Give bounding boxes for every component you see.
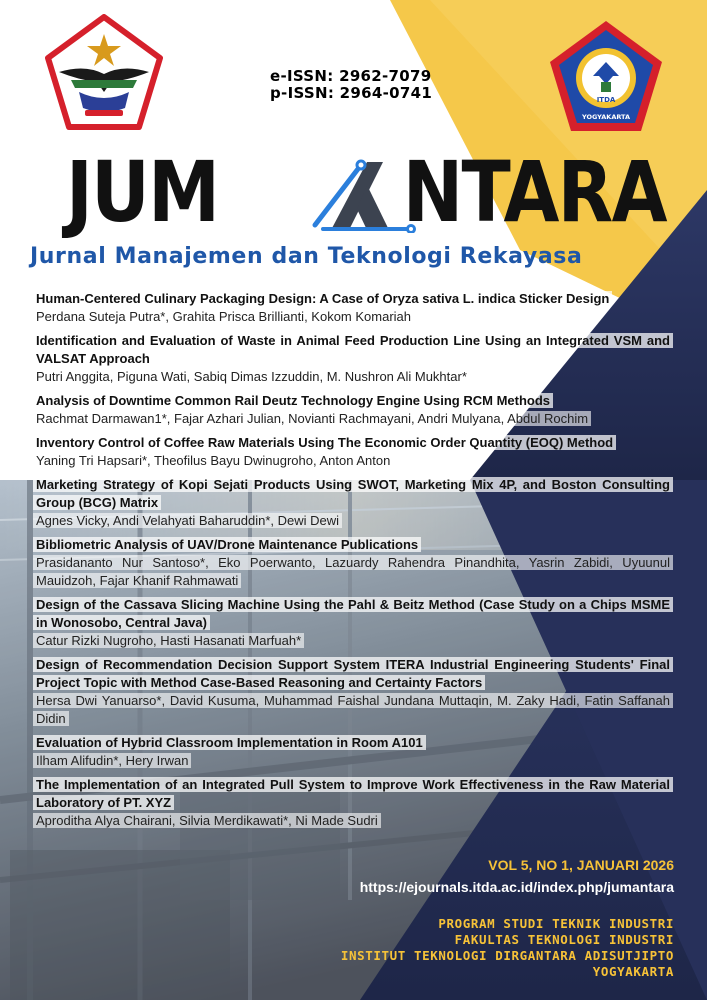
article-item [33, 332, 673, 386]
article-authors: Ilham Alifudin*, Hery Irwan [33, 753, 191, 768]
itda-emblem-center: ITDA [596, 96, 616, 104]
institution-line: PROGRAM STUDI TEKNIK INDUSTRI [438, 916, 674, 931]
article-title: Evaluation of Hybrid Classroom Implementation in Room A101 [33, 735, 426, 750]
article-title: Human-Centered Culinary Packaging Design: A Case of Oryza sativa L. indica Sticker Design [33, 291, 612, 306]
article-item [33, 776, 673, 830]
itda-emblem-bottom-text: YOGYAKARTA [581, 113, 631, 121]
article-authors: Prasidananto Nur Santoso*, Eko Poerwanto, Lazuardy Rahendra Pinandhita, Yasrin Zabidi, Uyuunul Mauidzoh, Fajar Khanif Rahmawati [33, 555, 673, 588]
institution-line: FAKULTAS TEKNOLOGI INDUSTRI [454, 932, 674, 947]
issn-block [270, 68, 432, 102]
institution-line: INSTITUT TEKNOLOGI DIRGANTARA ADISUTJIPTO [340, 948, 674, 963]
article-authors: Agnes Vicky, Andi Velahyati Baharuddin*, Dewi Dewi [33, 513, 342, 528]
article-title: Design of the Cassava Slicing Machine Using the Pahl & Beitz Method (Case Study on a Chips MSME in Wonosobo, Central Java) [33, 597, 673, 630]
air-force-emblem-icon [45, 14, 163, 132]
journal-subtitle: Jurnal Manajemen dan Teknologi Rekayasa [30, 244, 583, 269]
institution-block [341, 916, 674, 980]
journal-url-link[interactable]: https://ejournals.itda.ac.id/index.php/jumantara [359, 879, 674, 895]
article-authors: Rachmat Darmawan1*, Fajar Azhari Julian, Novianti Rachmayani, Andri Mulyana, Abdul Rochim [33, 411, 591, 426]
article-title: Marketing Strategy of Kopi Sejati Products Using SWOT, Marketing Mix 4P, and Boston Consulting Group (BCG) Matrix [33, 477, 673, 510]
journal-title-right: NTARA [403, 143, 666, 241]
journal-title [66, 145, 666, 240]
article-item [33, 536, 673, 590]
article-item [33, 596, 673, 650]
volume-issue: VOL 5, NO 1, JANUARI 2026 [488, 857, 674, 873]
article-authors: Catur Rizki Nugroho, Hasti Hasanati Marfuah* [33, 633, 304, 648]
article-title: Identification and Evaluation of Waste in Animal Feed Production Line Using an Integrated VSM and VALSAT Approach [33, 333, 673, 366]
journal-title-left: JUM [66, 143, 219, 241]
itda-emblem-icon [547, 18, 665, 136]
article-title: The Implementation of an Integrated Pull System to Improve Work Effectiveness in the Raw Material Laboratory of PT. XYZ [33, 777, 673, 810]
article-title: Bibliometric Analysis of UAV/Drone Maintenance Publications [33, 537, 421, 552]
article-authors: Hersa Dwi Yanuarso*, David Kusuma, Muhammad Faishal Jundana Muttaqin, M. Zaky Hadi, Fatin Saffanah Didin [33, 693, 673, 726]
article-item [33, 656, 673, 728]
article-authors: Putri Anggita, Piguna Wati, Sabiq Dimas Izzuddin, M. Nushron Ali Mukhtar* [33, 369, 470, 384]
article-item [33, 392, 673, 428]
article-authors: Perdana Suteja Putra*, Grahita Prisca Brillianti, Kokom Komariah [33, 309, 414, 324]
institution-line: YOGYAKARTA [592, 964, 674, 979]
article-item [33, 290, 673, 326]
article-authors: Yaning Tri Hapsari*, Theofilus Bayu Dwinugroho, Anton Anton [33, 453, 393, 468]
article-item [33, 476, 673, 530]
pissn-text: p-ISSN: 2964-0741 [270, 84, 433, 102]
article-list [33, 290, 673, 836]
article-title: Design of Recommendation Decision Support System ITERA Industrial Engineering Students' Final Project Topic with Method Case-Based Reasoning and Certainty Factors [33, 657, 673, 690]
article-item [33, 734, 673, 770]
eissn-text: e-ISSN: 2962-7079 [270, 67, 432, 85]
article-item [33, 434, 673, 470]
article-authors: Aproditha Alya Chairani, Silvia Merdikawati*, Ni Made Sudri [33, 813, 381, 828]
article-title: Analysis of Downtime Common Rail Deutz Technology Engine Using RCM Methods [33, 393, 553, 408]
article-title: Inventory Control of Coffee Raw Materials Using The Economic Order Quantity (EOQ) Method [33, 435, 616, 450]
